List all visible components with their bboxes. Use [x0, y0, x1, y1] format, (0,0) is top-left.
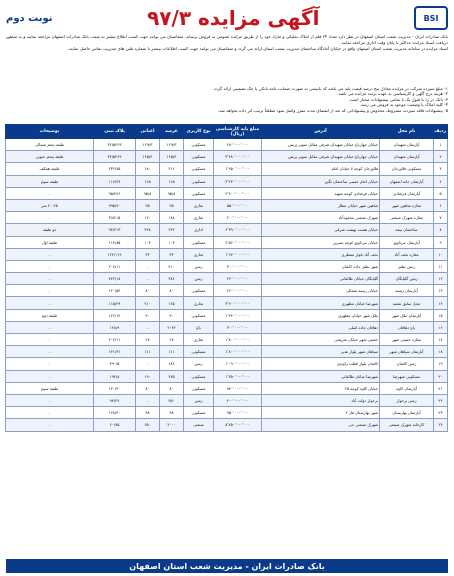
table-cell: اداری	[184, 224, 214, 236]
table-cell: ۳/۸۲۱۵	[94, 212, 136, 224]
intro-paragraph: اسناد مزایده در سامانه مدیریت شعب استان اصفهان واقع در خیابان آمادگاه ساختمان مدیریت شعب استان ارائه می گردد و متقاضیان می توانند جهت کسب اطلاعات بیشتر با شماره تلفن های مدیریت تماس حاصل نمایند.	[67, 46, 448, 52]
table-cell: ۶۸۲	[160, 358, 184, 370]
table-cell: مغازه شاهین شهر	[380, 199, 434, 211]
table-cell: آپارتمان فرشادی	[380, 187, 434, 199]
table-header-row	[6, 125, 448, 139]
table-cell: ۱۸	[434, 346, 448, 358]
table-cell: -	[6, 419, 94, 431]
table-cell: -	[6, 321, 94, 333]
intro-text	[6, 34, 448, 86]
table-cell: تجاری	[184, 212, 214, 224]
table-row	[6, 139, 448, 151]
table-cell: -	[136, 358, 160, 370]
table-cell: ۱۰۳	[136, 236, 160, 248]
table-cell: محل سابق شعبه	[380, 297, 434, 309]
table-cell: ۹	[434, 236, 448, 248]
table-cell: تجاری	[184, 334, 214, 346]
table-cell: ۹۸	[136, 407, 160, 419]
table-cell: ۲۵	[160, 199, 184, 211]
column-header: ردیف	[434, 125, 448, 139]
table-cell: ۲۰۰٬۰۰۰٬۰۰۰	[214, 212, 262, 224]
table-cell: مسکونی فلاورجان	[380, 163, 434, 175]
table-cell: ۵	[434, 187, 448, 199]
column-header: توضیحات	[6, 125, 94, 139]
table-row	[6, 224, 448, 236]
table-cell: ۴۵۰	[160, 394, 184, 406]
table-cell: زمین برخوار	[380, 394, 434, 406]
table-cell: ۲۰۴۴	[160, 321, 184, 333]
column-header: عرصه	[160, 125, 184, 139]
table-cell: فلاورجان کوچه ۷ خیابان امام	[262, 163, 380, 175]
table-cell: ۹۸	[160, 407, 184, 419]
table-cell: ۱۲	[434, 273, 448, 285]
table-cell: -	[136, 394, 160, 406]
table-cell: زمین	[184, 260, 214, 272]
conditions-list	[6, 86, 448, 122]
table-cell: ۳٬۴۰۰٬۰۰۰٬۰۰۰	[214, 297, 262, 309]
table-row	[6, 260, 448, 272]
table-cell: ۲۱	[434, 382, 448, 394]
table-cell: ۱۱۴/۸۵	[94, 236, 136, 248]
table-cell: ۳۲/۵۴۶۴	[94, 151, 136, 163]
table-cell: شهرضا خیابان طالقانی	[262, 370, 380, 382]
table-cell: ۶٬۳۹۰٬۰۰۰٬۰۰۰	[214, 224, 262, 236]
table-row	[6, 321, 448, 333]
table-cell: ۳	[434, 163, 448, 175]
table-cell: آپارتمان شهیدان	[380, 139, 434, 151]
table-cell: ۱۲۶/۱۴	[94, 309, 136, 321]
table-cell: خیابان امام خمینی ساختمان نگین	[262, 175, 380, 187]
table-cell: ۳۳	[160, 248, 184, 260]
table-body	[6, 139, 448, 432]
table-cell: ۸۴۰٬۰۰۰٬۰۰۰	[214, 382, 262, 394]
notice-header	[6, 4, 448, 32]
table-cell: مغازه شهرک صنعتی	[380, 212, 434, 224]
table-cell: تجاری	[184, 199, 214, 211]
table-cell: ۱۱۵	[136, 175, 160, 187]
table-cell: دهاقان جاده اصلی	[262, 321, 380, 333]
table-cell: ۱۶	[434, 321, 448, 333]
table-cell: -	[6, 407, 94, 419]
table-cell: ۱۵	[434, 309, 448, 321]
table-cell: ۱۲۸/۹	[94, 321, 136, 333]
table-cell: ۹۹۵/۷۰	[94, 199, 136, 211]
table-cell: ۳٬۴۸۰٬۰۰۰٬۰۰۰	[214, 151, 262, 163]
table-cell: ۲۶۰٬۰۰۰٬۰۰۰	[214, 285, 262, 297]
table-cell: ۲۱۰	[136, 297, 160, 309]
column-header: آدرس	[262, 125, 380, 139]
table-cell: خیابان چهارباغ خیابان شهیدان شرقی مقابل سوپر پرنس	[262, 139, 380, 151]
table-cell: مسکونی	[184, 309, 214, 321]
table-cell: ۱۱	[434, 260, 448, 272]
table-cell: ۲۴۰٬۰۰۰٬۰۰۰	[214, 273, 262, 285]
table-cell: ۷	[434, 212, 448, 224]
table-cell: ۲۸۰٬۰۰۰٬۰۰۰	[214, 139, 262, 151]
table-cell: ۱۱۱	[160, 346, 184, 358]
table-cell: ۱٬۹۵۰٬۰۰۰٬۰۰۰	[214, 163, 262, 175]
table-cell: -	[6, 297, 94, 309]
table-cell: تجاری	[184, 297, 214, 309]
table-cell: شاهین شهر خیابان عطار	[262, 199, 380, 211]
table-cell: مسکونی	[184, 163, 214, 175]
table-cell: ۳۸۶	[160, 273, 184, 285]
table-cell: -	[6, 212, 94, 224]
table-cell: ۱۱۷/۲۹	[94, 175, 136, 187]
table-cell: ۲۳	[434, 407, 448, 419]
round-label: نوبت دوم	[6, 12, 53, 24]
table-cell: ۲۱۶	[160, 163, 184, 175]
table-cell: ۱۲۲/۱۱۹	[94, 248, 136, 260]
table-row	[6, 187, 448, 199]
table-cell: ۵۵۰٬۰۰۰٬۰۰۰	[214, 199, 262, 211]
table-cell: باغ	[184, 321, 214, 333]
table-cell: آپارتمان کاوه	[380, 382, 434, 394]
table-cell: ۱۲۵/۴	[136, 151, 160, 163]
table-row	[6, 297, 448, 309]
table-cell: ۱۴۰/۵۴	[94, 285, 136, 297]
table-cell: ۱٬۸۰۰٬۰۰۰٬۰۰۰	[214, 334, 262, 346]
table-cell: -	[6, 248, 94, 260]
table-row	[6, 382, 448, 394]
table-cell: ۲۰۴/۱۱	[94, 334, 136, 346]
table-cell: ۳۰۰٬۰۰۰٬۰۰۰	[214, 260, 262, 272]
table-cell: ۸۰	[136, 382, 160, 394]
table-cell: ۱۰۳	[160, 236, 184, 248]
table-cell: ۱۴۸	[160, 212, 184, 224]
table-cell: ۱۴۱/۳۱	[94, 346, 136, 358]
table-row	[6, 394, 448, 406]
table-cell: -	[6, 285, 94, 297]
table-cell: ۳۰۰٬۰۰۰٬۰۰۰	[214, 321, 262, 333]
table-row	[6, 419, 448, 431]
table-cell: ۳۹۰/۵	[94, 358, 136, 370]
table-cell: خیابان کاوه کوچه ۲۵	[262, 382, 380, 394]
table-cell: کاشان بلوار قطب راوندی	[262, 358, 380, 370]
table-cell: ۲٬۵۶۰٬۰۰۰٬۰۰۰	[214, 236, 262, 248]
notice-title: آگهی مزایده ۹۷/۳	[147, 6, 320, 30]
table-cell: ۲۷۵	[160, 370, 184, 382]
table-cell: آپارتمان سپاهان شهر	[380, 346, 434, 358]
table-row	[6, 199, 448, 211]
table-cell: مسکونی	[184, 151, 214, 163]
table-cell: ۱۰	[434, 248, 448, 260]
table-cell: مسکونی	[184, 139, 214, 151]
table-cell: صنعتی	[184, 419, 214, 431]
intro-paragraph: بانک صادرات ایران - مدیریت شعب استان اصفهان در نظر دارد تعداد ۲۴ قلم از املاک تملیکی و مازاد خود را از طریق مزایده عمومی به فروش برساند. متقاضیان می توانند جهت کسب اطلاع بیشتر به شعب بانک صادرات اصفهان مراجعه نمایند و به منظور دریافت اسناد مزایده حداکثر تا پایان وقت اداری مراجعه نمایند.	[6, 34, 448, 45]
table-cell: شهرک صنعتی محمودآباد	[262, 212, 380, 224]
table-cell: -	[136, 273, 160, 285]
table-cell: -	[6, 394, 94, 406]
table-cell: باغ دهاقان	[380, 321, 434, 333]
table-cell: ۱۲۹/۳	[160, 139, 184, 151]
column-header: نوع کاربری	[184, 125, 214, 139]
table-cell: ۱۱۵/۲۹	[94, 297, 136, 309]
table-cell: خیابان مرداویج کوچه نسرین	[262, 236, 380, 248]
table-cell: ۶	[434, 199, 448, 211]
table-cell: مغازه خمینی شهر	[380, 334, 434, 346]
table-cell: ۳۳	[136, 248, 160, 260]
table-cell: ۴	[434, 175, 448, 187]
table-row	[6, 236, 448, 248]
table-cell: شهرک صنعتی جی	[262, 419, 380, 431]
table-cell: گلپایگان خیابان طالقانی	[262, 273, 380, 285]
table-row	[6, 175, 448, 187]
table-cell: ۲۰۰۰	[160, 419, 184, 431]
table-cell: ۳٬۲۳۰٬۰۰۰٬۰۰۰	[214, 175, 262, 187]
table-cell: سپاهان شهر بلوار غدیر	[262, 346, 380, 358]
table-cell: ۸۰	[136, 285, 160, 297]
table-cell: طبقه همکف	[6, 163, 94, 175]
table-cell: -	[136, 260, 160, 272]
table-cell: ۱۸۰	[136, 163, 160, 175]
table-cell: مسکونی	[184, 382, 214, 394]
table-cell: خیابان چهارباغ خیابان شهیدان شرقی مقابل سوپر پرنس	[262, 151, 380, 163]
table-cell: ۴۱۰	[160, 260, 184, 272]
table-cell: ۲۸	[160, 334, 184, 346]
table-row	[6, 273, 448, 285]
table-cell: ۲۲	[434, 394, 448, 406]
table-row	[6, 151, 448, 163]
table-cell: ۹۰	[136, 309, 160, 321]
table-cell: زمین نطنز	[380, 260, 434, 272]
table-cell: ۹۴/۲۷	[94, 394, 136, 406]
table-cell: نجف آباد بلوار منتظری	[262, 248, 380, 260]
table-cell: ۲٬۴۰۰٬۰۰۰٬۰۰۰	[214, 187, 262, 199]
table-cell: زمین	[184, 273, 214, 285]
column-header: پلاک ثبتی	[94, 125, 136, 139]
condition-item: ۳- بانک در رد یا قبول یک یا تمامی پیشنهادات مختار است.	[348, 96, 448, 102]
column-header: مبلغ پایه کارشناسی (ریال)	[214, 125, 262, 139]
table-cell: مسکونی	[184, 285, 214, 297]
table-row	[6, 212, 448, 224]
table-cell: ۱٬۰۹۰٬۰۰۰٬۰۰۰	[214, 358, 262, 370]
table-cell: ۱۶۵	[160, 297, 184, 309]
table-cell: زمین	[184, 394, 214, 406]
table-cell: -	[136, 321, 160, 333]
table-cell: آپارتمان خانه اصفهان	[380, 175, 434, 187]
table-cell: دو طبقه	[6, 224, 94, 236]
table-row	[6, 285, 448, 297]
table-cell: ۷۴۲/۱۸	[94, 273, 136, 285]
table-cell: ۱۲۰/۳۰	[94, 382, 136, 394]
table-cell: طبقه سوم	[6, 175, 94, 187]
table-cell: -	[6, 273, 94, 285]
table-cell: مسکونی	[184, 370, 214, 382]
table-cell: خیابان فرشادی کوچه شهید	[262, 187, 380, 199]
table-cell: برخوار دولت آباد	[262, 394, 380, 406]
table-cell: ۲۵	[136, 199, 160, 211]
table-row	[6, 248, 448, 260]
table-cell: طبقه سوم	[6, 382, 94, 394]
table-cell: خمینی شهر خیابان شریعتی	[262, 334, 380, 346]
table-cell: طبقه اول	[6, 236, 94, 248]
table-row	[6, 407, 448, 419]
table-cell: شهر بهارستان فاز ۲	[262, 407, 380, 419]
condition-item: ۴- کلیه املاک با وضعیت موجود به فروش می رسد.	[359, 102, 448, 108]
table-cell: ۱۹۰	[136, 370, 160, 382]
table-cell: ۱٬۴۴۰٬۰۰۰٬۰۰۰	[214, 309, 262, 321]
table-cell: زمین گلپایگان	[380, 273, 434, 285]
table-cell: -	[6, 370, 94, 382]
table-cell: ۱۲۰	[136, 212, 160, 224]
table-cell: تجاری	[184, 248, 214, 260]
table-cell: ۲۳۶/۷۵	[94, 163, 136, 175]
table-row	[6, 163, 448, 175]
table-cell: زمین کاشان	[380, 358, 434, 370]
table-cell: -	[6, 334, 94, 346]
table-cell: ۱۷	[434, 334, 448, 346]
table-cell: مسکونی	[184, 346, 214, 358]
column-header: نام محل	[380, 125, 434, 139]
table-row	[6, 334, 448, 346]
table-row	[6, 346, 448, 358]
table-cell: ۱۹۴/۸	[94, 370, 136, 382]
table-row	[6, 358, 448, 370]
table-cell: مسکونی	[184, 407, 214, 419]
table-cell: ساختمان بیمه	[380, 224, 434, 236]
table-cell: ۹۳/۴۱۳	[94, 224, 136, 236]
table-cell: مسکونی	[184, 175, 214, 187]
table-cell: ۹۵/۴۴۶	[94, 187, 136, 199]
table-cell: ۱۴	[434, 297, 448, 309]
table-cell: آپارتمان زینبیه	[380, 285, 434, 297]
table-cell: ۹۵۰٬۰۰۰٬۰۰۰	[214, 407, 262, 419]
table-cell: ۹۵/۸	[136, 187, 160, 199]
table-cell: ۶۵۰	[136, 419, 160, 431]
table-cell: ۸۰	[160, 382, 184, 394]
table-cell: ۶۰/۹۵	[94, 419, 136, 431]
table-cell: ۱۱۱	[136, 346, 160, 358]
table-cell: آپارتمان ملک شهر	[380, 309, 434, 321]
table-cell: مغازه نجف آباد	[380, 248, 434, 260]
table-cell: ۱٬۸۰۰٬۰۰۰٬۰۰۰	[214, 346, 262, 358]
table-cell: خیابان هشت بهشت شرقی	[262, 224, 380, 236]
table-cell: آپارتمان شهیدان	[380, 151, 434, 163]
table-cell: زمین	[184, 358, 214, 370]
table-cell: ۲۸	[136, 334, 160, 346]
table-cell: ۲۰۷/۱۱	[94, 260, 136, 272]
table-cell: ۱۶۸/۴۰	[94, 407, 136, 419]
table-cell: ملک شهر خیابان مطهری	[262, 309, 380, 321]
table-cell: ۴۲۸	[136, 224, 160, 236]
table-cell: شهرضا خیابان مطهری	[262, 297, 380, 309]
table-cell: ۱٬۶۷۰٬۰۰۰٬۰۰۰	[214, 248, 262, 260]
condition-item: ۱- مبلغ سپرده شرکت در مزایده معادل پنج درصد قیمت پایه می باشد که بایستی به صورت ضمانت نامه بانکی یا چک تضمینی ارائه گردد.	[212, 86, 448, 91]
table-cell: ۲۴	[434, 419, 448, 431]
table-cell: مسکونی شهرضا	[380, 370, 434, 382]
properties-table	[5, 124, 448, 432]
table-row	[6, 309, 448, 321]
table-cell: -	[6, 187, 94, 199]
table-cell: ۲۰	[434, 370, 448, 382]
footer-banner: بانک صادرات ایران - مدیریت شعب استان اصفهان	[6, 559, 448, 573]
table-cell: ۸۰	[160, 285, 184, 297]
table-cell: -	[6, 358, 94, 370]
table-cell: ۱۲۹/۳	[136, 139, 160, 151]
table-row	[6, 370, 448, 382]
table-cell: -	[6, 346, 94, 358]
table-cell: ۱۲۵/۴	[160, 151, 184, 163]
table-cell: طبقه دوم	[6, 309, 94, 321]
table-cell: ۱۹	[434, 358, 448, 370]
table-cell: کارخانه شهرک صنعتی	[380, 419, 434, 431]
table-cell: ۹۰	[160, 309, 184, 321]
table-cell: طبقه پنجم شمالی	[6, 139, 94, 151]
table-cell: خیابان زینبیه شمالی	[262, 285, 380, 297]
table-cell: ۲۴۲	[160, 224, 184, 236]
condition-item: ۵- پیشنهادات فاقد سپرده، مشروط، مخدوش و پیشنهاداتی که بعد از انقضای مدت مقرر واصل شود مطلقاً ترتیب اثر داده نخواهد شد.	[217, 107, 448, 113]
bank-logo-icon: BSI	[414, 6, 448, 30]
table-cell: طبقه پنجم جنوبی	[6, 151, 94, 163]
column-header: اعیانی	[136, 125, 160, 139]
table-cell: آپارتمان مرداویج	[380, 236, 434, 248]
table-cell: ۹۵/۸	[160, 187, 184, 199]
table-cell: ۲	[434, 151, 448, 163]
table-cell: ۱۱۵	[160, 175, 184, 187]
table-cell: مسکونی	[184, 236, 214, 248]
table-cell: شهر نطنز جاده کاشان	[262, 260, 380, 272]
table-cell: ۸	[434, 224, 448, 236]
table-cell: ۱٬۳۵۰٬۰۰۰٬۰۰۰	[214, 370, 262, 382]
table-cell: آپارتمان بهارستان	[380, 407, 434, 419]
table-cell: ۱۳	[434, 285, 448, 297]
table-cell: ۲۰-۲۵ متر	[6, 199, 94, 211]
table-cell: ۸٬۷۵۰٬۰۰۰٬۰۰۰	[214, 419, 262, 431]
table-cell: -	[6, 260, 94, 272]
condition-item: ۲- هزینه درج آگهی و کارشناسی به عهده برنده مزایده می باشد.	[337, 91, 448, 97]
table-cell: ۳۲/۵۴۶۳	[94, 139, 136, 151]
table-cell: ۱	[434, 139, 448, 151]
table-cell: ۴۰۰٬۰۰۰٬۰۰۰	[214, 394, 262, 406]
table-cell: مسکونی	[184, 187, 214, 199]
